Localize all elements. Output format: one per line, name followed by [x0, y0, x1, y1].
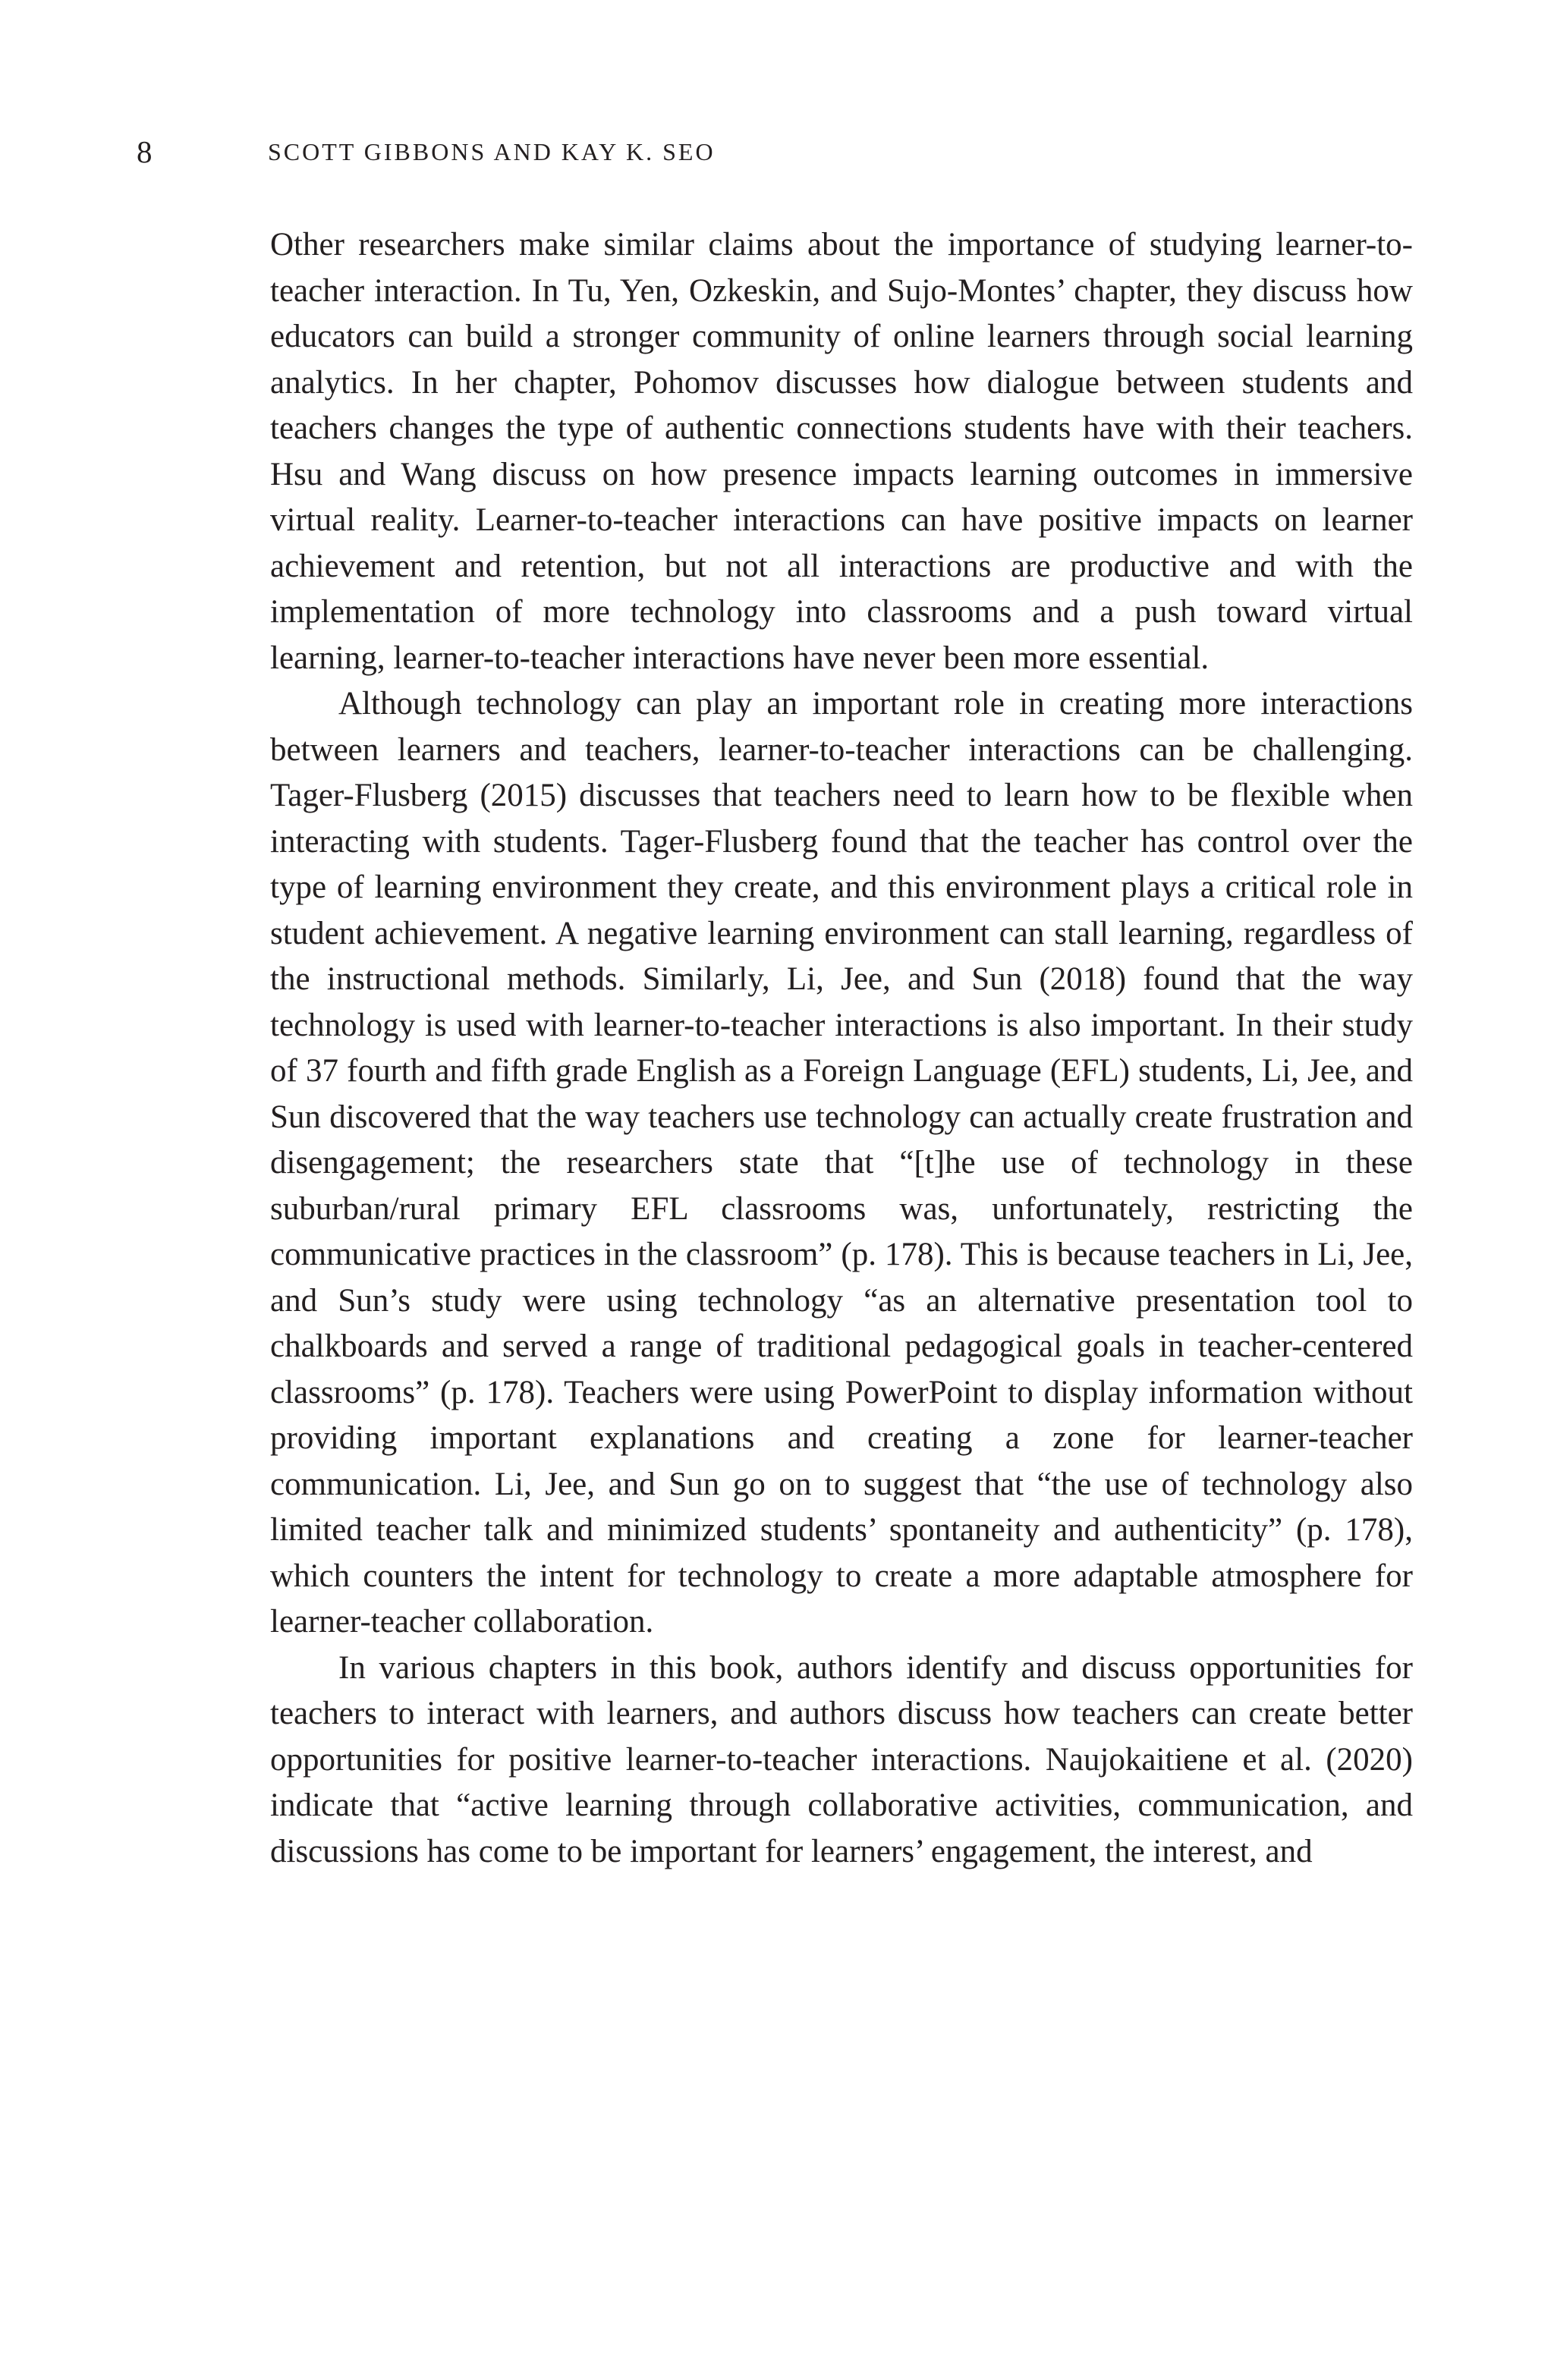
paragraph-technology-challenges: Although technology can play an important role in creating more interactions between learners and teachers, learner-to-teacher interactions can be challenging. Tager-Flusberg (2015) discusses that teachers need to learn how to be flexible when interacting with students. Tager-Flusberg found that the teacher has control over the type of learning environment they create, and this environment plays a critical role in student achievement. A negative learning environment can stall learning, regardless of the instructional methods. Similarly, Li, Jee, and Sun (2018) found that the way technology is used with learner-to-teacher interactions is also important. In their study of 37 fourth and fifth grade English as a Foreign Language (EFL) students, Li, Jee, and Sun discovered that the way teachers use technology can actually create frustration and disengagement; the researchers state that “[t]he use of technology in these suburban/rural primary EFL classrooms was, unfortunately, restricting the communicative practices in the classroom” (p. 178). This is because teachers in Li, Jee, and Sun’s study were using technology “as an alternative presentation tool to chalkboards and served a range of traditional pedagogical goals in teacher-centered classrooms” (p. 178). Teachers were using PowerPoint to display information without providing important explanations and creating a zone for learner-teacher communication. Li, Jee, and Sun go on to suggest that “the use of technology also limited teacher talk and minimized students’ spontaneity and authenticity” (p. 178), which counters the intent for technology to create a more adaptable atmosphere for learner-teacher collaboration.: [270, 686, 1413, 1640]
paragraph-learner-teacher-claims: Other researchers make similar claims about the importance of studying learner-to-teacher interaction. In Tu, Yen, Ozkeskin, and Sujo-Montes’ chapter, they discuss how educators can build a stronger community of online learners through social learning analytics. In her chapter, Pohomov discusses how dialogue between students and teachers changes the type of authentic connections students have with their teachers. Hsu and Wang discuss on how presence impacts learning outcomes in immersive virtual reality. Learner-to-teacher interactions can have positive impacts on learner achievement and retention, but not all interactions are productive and with the implementation of more technology into classrooms and a push toward virtual learning, learner-to-teacher interactions have never been more essential.: [270, 227, 1413, 676]
page-number: 8: [137, 134, 153, 169]
paragraph-book-chapters: In various chapters in this book, authors identify and discuss opportunities for teachers to interact with learners, and authors discuss how teachers can create better opportunities for positive learner-to-teacher interactions. Naujokaitiene et al. (2020) indicate that “active learning through collaborative activities, communication, and discussions has come to be important for learners’ engagement, the interest, and: [270, 1649, 1413, 1869]
running-head-authors: SCOTT GIBBONS AND KAY K. SEO: [268, 138, 716, 165]
running-head: [137, 130, 1427, 173]
body-text: [270, 222, 1413, 1875]
